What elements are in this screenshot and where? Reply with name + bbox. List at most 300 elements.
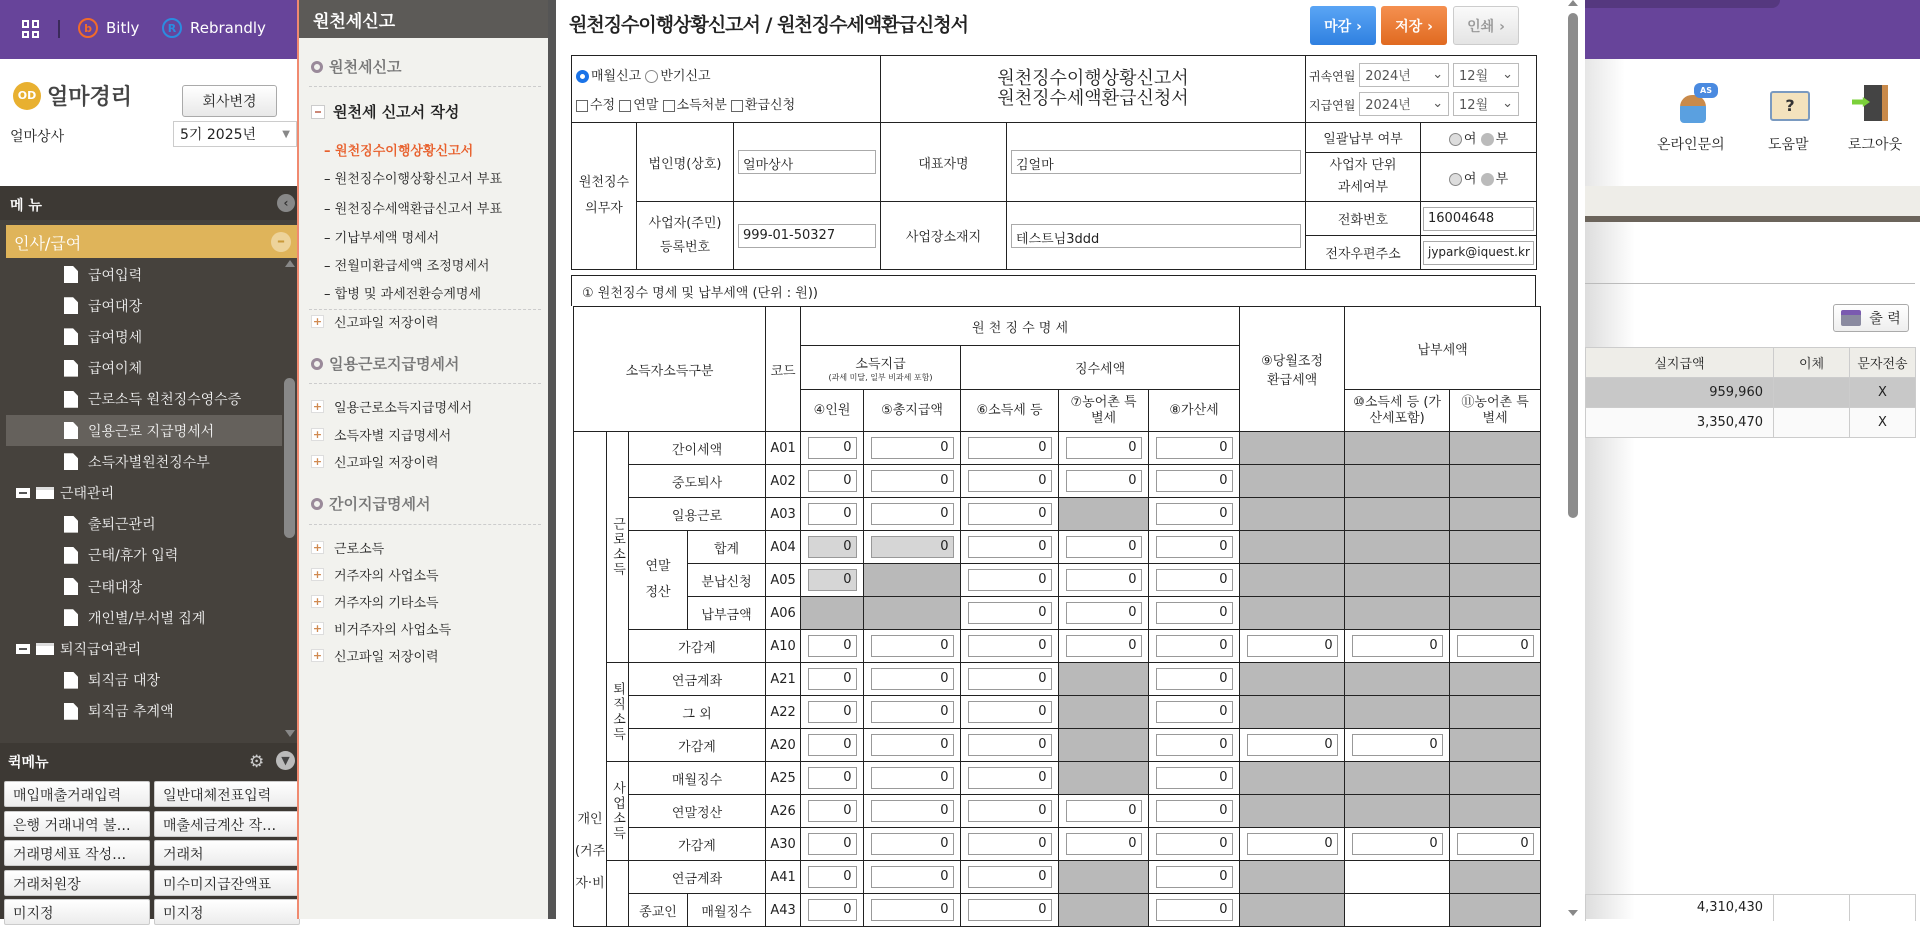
value-cell — [801, 795, 864, 828]
side-item[interactable] — [324, 198, 502, 217]
menu-item-label: 소득자별원천징수부 — [88, 454, 210, 471]
disabled-cell — [864, 597, 961, 630]
plus-icon: + — [312, 595, 323, 608]
amount-input[interactable]: 0 — [1156, 734, 1233, 756]
document-icon — [64, 547, 78, 564]
side-panel-title: 원천세신고 — [299, 0, 548, 38]
checkbox-label: 소득처분 — [676, 98, 727, 113]
value-cell — [1240, 630, 1345, 663]
side-item[interactable] — [324, 227, 439, 246]
value-cell — [1149, 432, 1240, 465]
print-button[interactable] — [1833, 304, 1909, 332]
menu-item-label: 급여입력 — [88, 267, 143, 284]
quick-menu-button[interactable]: 매출세금계산 작… — [154, 811, 300, 837]
withholder-label: 원천징수 의무자 — [572, 123, 637, 270]
disabled-cell — [1240, 894, 1345, 927]
section-simple-statement[interactable] — [311, 493, 430, 514]
menu-item-label: 급여대장 — [88, 298, 143, 315]
menu-scrollbar[interactable] — [283, 258, 296, 743]
amount-input[interactable]: 0 — [968, 668, 1052, 690]
quick-menu-button[interactable]: 매입매출거래입력 — [4, 781, 150, 807]
checkbox-label: 연말 — [633, 98, 659, 113]
table-row — [574, 432, 1541, 465]
header-income-paid-note: (과세 미달, 일부 비과세 포함) — [828, 372, 933, 382]
group-title: 원천세 신고서 작성 — [333, 103, 460, 121]
quick-menu-button[interactable]: 미수미지급잔액표 — [154, 870, 300, 896]
checkbox-income-disposal[interactable] — [663, 98, 727, 113]
amount-input[interactable]: 0 — [808, 734, 857, 756]
amount-input[interactable]: 0 — [808, 866, 857, 888]
amount-input[interactable]: 0 — [1156, 800, 1233, 822]
plus-icon: + — [312, 428, 323, 441]
disabled-cell — [1345, 696, 1450, 729]
disabled-cell — [1450, 762, 1541, 795]
pay-month-select[interactable] — [1453, 92, 1519, 116]
amount-input[interactable]: 0 — [1352, 833, 1443, 855]
amount-input[interactable]: 0 — [808, 800, 857, 822]
value-cell — [961, 663, 1059, 696]
row-label: 간이세액 — [629, 432, 766, 465]
amount-input[interactable]: 0 — [1156, 635, 1233, 657]
value-cell — [961, 861, 1059, 894]
bizno-cell — [734, 202, 881, 270]
online-inquiry-icon[interactable]: AS — [1676, 83, 1716, 123]
scroll-up-icon[interactable] — [285, 260, 295, 267]
amount-input[interactable]: 0 — [1066, 470, 1142, 492]
ring-icon — [311, 61, 323, 73]
subgroup-label: 연말 정산 — [629, 531, 688, 630]
menu-item[interactable] — [6, 696, 282, 727]
amount-input[interactable]: 0 — [871, 701, 954, 723]
amount-input[interactable]: 0 — [808, 437, 857, 459]
row-code: A20 — [766, 729, 801, 762]
amount-input[interactable]: 0 — [1156, 833, 1233, 855]
radio-half-year[interactable] — [645, 69, 710, 84]
amount-input: 0 — [871, 536, 954, 558]
gear-icon[interactable]: ⚙ — [249, 752, 265, 772]
amount-input[interactable]: 0 — [871, 635, 954, 657]
side-item-file-history[interactable] — [311, 312, 439, 331]
amount-input[interactable]: 0 — [968, 536, 1052, 558]
value-cell — [864, 861, 961, 894]
value-cell — [961, 729, 1059, 762]
corp-label: 법인명(상호) — [637, 123, 734, 202]
logo-text: 얼마경리 — [47, 85, 133, 110]
amount-input[interactable]: 0 — [1066, 800, 1142, 822]
amount-input[interactable]: 0 — [968, 437, 1052, 459]
pay-year-select[interactable] — [1359, 92, 1449, 116]
quick-menu-button[interactable]: 일반대체전표입력 — [154, 781, 300, 807]
amount-input[interactable]: 0 — [808, 833, 857, 855]
side-item[interactable] — [324, 168, 502, 187]
amount-input[interactable]: 0 — [1457, 635, 1534, 657]
amount-input[interactable]: 0 — [1066, 602, 1142, 624]
row-label: 납부금액 — [688, 597, 766, 630]
menu-item[interactable] — [6, 321, 282, 352]
header-col: ④인원 — [801, 390, 864, 432]
quick-menu-header — [0, 743, 297, 778]
disabled-cell — [1240, 432, 1345, 465]
scroll-down-icon[interactable] — [1568, 910, 1578, 916]
amount-input[interactable]: 0 — [871, 800, 954, 822]
amount-input[interactable]: 0 — [1066, 437, 1142, 459]
column-header[interactable]: 문자전송 — [1850, 348, 1916, 378]
disabled-cell — [1450, 432, 1541, 465]
help-book-icon[interactable]: ? — [1770, 83, 1810, 123]
menu-item[interactable] — [6, 665, 282, 696]
disabled-cell — [1059, 663, 1149, 696]
pay-label: 지급연월 — [1309, 98, 1356, 112]
amount-input[interactable]: 0 — [808, 470, 857, 492]
amount-input[interactable]: 0 — [871, 734, 954, 756]
section-withholding[interactable] — [311, 56, 401, 77]
report-options — [572, 56, 881, 123]
disabled-cell — [801, 597, 864, 630]
radio-yes[interactable] — [1449, 172, 1477, 187]
chevron-down-icon: ▼ — [282, 128, 290, 140]
dialog-scrollbar[interactable] — [1567, 0, 1579, 919]
document-icon — [64, 360, 78, 377]
disabled-cell — [864, 564, 961, 597]
menu-item-label: 퇴직금 추계액 — [88, 704, 174, 721]
ring-icon — [311, 498, 323, 510]
checkbox-amend[interactable] — [576, 98, 615, 113]
apps-grid-icon[interactable] — [22, 20, 40, 38]
chevron-down-icon[interactable]: ▼ — [276, 751, 295, 770]
table-row — [574, 531, 1541, 564]
value-cell — [864, 531, 961, 564]
table-row — [574, 729, 1541, 762]
quick-menu-button[interactable]: 미지정 — [4, 899, 150, 925]
disabled-cell — [1345, 465, 1450, 498]
amount-input[interactable]: 0 — [968, 866, 1052, 888]
quick-menu-title: 퀵메뉴 — [8, 755, 49, 771]
disabled-cell — [1345, 597, 1450, 630]
menu-item[interactable] — [6, 602, 282, 633]
row-label: 연말정산 — [629, 795, 766, 828]
amount-input[interactable]: 0 — [968, 833, 1052, 855]
bizno-input[interactable]: 999-01-50327 — [738, 224, 876, 248]
amount-input[interactable]: 0 — [871, 899, 954, 921]
amount-input[interactable]: 0 — [1156, 503, 1233, 525]
row-code: A30 — [766, 828, 801, 861]
amount-input[interactable]: 0 — [1066, 536, 1142, 558]
header-payment: 납부세액 — [1345, 307, 1541, 390]
checkbox-yearend[interactable] — [619, 98, 658, 113]
disabled-cell — [1240, 498, 1345, 531]
row-code: A02 — [766, 465, 801, 498]
side-item[interactable] — [311, 565, 439, 584]
value-cell — [801, 630, 864, 663]
menu-item-label: 근태/휴가 입력 — [88, 548, 179, 565]
rep-label: 대표자명 — [881, 123, 1007, 202]
radio-label: 반기신고 — [660, 69, 711, 84]
amount-input[interactable]: 0 — [1156, 668, 1233, 690]
app-logo[interactable] — [13, 80, 132, 111]
lump-radios — [1421, 123, 1537, 153]
bookmark-rebrandly[interactable] — [162, 18, 266, 38]
amount-input[interactable]: 0 — [808, 899, 857, 921]
amount-input[interactable]: 0 — [1352, 635, 1443, 657]
group-individual: 개인(거주자·비 — [574, 432, 607, 927]
amount-input[interactable]: 0 — [1247, 833, 1338, 855]
amount-input[interactable]: 0 — [871, 668, 954, 690]
amount-input[interactable]: 0 — [808, 668, 857, 690]
side-item[interactable] — [311, 452, 439, 471]
empty-cell — [1345, 894, 1450, 927]
column-header[interactable]: 실지급액 — [1586, 348, 1774, 378]
document-title — [881, 56, 1306, 123]
period-select[interactable] — [173, 121, 297, 147]
row-label: 매월징수 — [629, 762, 766, 795]
save-button[interactable]: 저장 › — [1381, 6, 1447, 45]
scroll-thumb[interactable] — [284, 378, 295, 538]
row-label: 분납신청 — [688, 564, 766, 597]
collapse-minus-icon[interactable]: – — [271, 232, 291, 252]
collapse-minus-icon[interactable] — [16, 488, 30, 498]
close-period-button[interactable]: 마감 › — [1310, 6, 1376, 45]
amount-input[interactable]: 0 — [808, 635, 857, 657]
value-cell — [801, 861, 864, 894]
side-item-label: 합병 및 과세전환승계명세 — [334, 287, 482, 302]
menu-item[interactable] — [6, 509, 282, 540]
folder-icon — [36, 487, 54, 499]
document-icon — [64, 703, 78, 720]
amount-input[interactable]: 0 — [1156, 569, 1233, 591]
radio-no[interactable] — [1481, 172, 1509, 187]
document-icon — [64, 578, 78, 595]
side-item-label: 전월미환급세액 조정명세서 — [334, 259, 490, 274]
period-value: 5기 2025년 — [180, 127, 257, 143]
menu-item[interactable] — [6, 384, 282, 415]
row-code: A26 — [766, 795, 801, 828]
side-item-label: 기납부세액 명세서 — [334, 231, 440, 246]
bitly-icon: b — [78, 18, 98, 38]
disabled-cell — [1345, 762, 1450, 795]
menu-item-label: 일용근로 지급명세서 — [88, 423, 215, 440]
phone-input[interactable]: 16004648 — [1423, 207, 1534, 231]
row-label: 가감계 — [629, 630, 766, 663]
amount-input[interactable]: 0 — [871, 767, 954, 789]
amount-input[interactable]: 0 — [1156, 536, 1233, 558]
row-label: 일용근로 — [629, 498, 766, 531]
value-cell — [961, 828, 1059, 861]
plus-icon: + — [312, 400, 323, 413]
scroll-thumb[interactable] — [1568, 13, 1578, 518]
value-cell — [1059, 795, 1149, 828]
amount-input[interactable]: 0 — [1156, 767, 1233, 789]
menu-item-label: 퇴직급여관리 — [60, 641, 142, 658]
menu-item[interactable] — [6, 446, 282, 477]
amount-input[interactable]: 0 — [1066, 635, 1142, 657]
quick-menu-button[interactable]: 은행 거래내역 불… — [4, 811, 150, 837]
row-label: 중도퇴사 — [629, 465, 766, 498]
amount-input[interactable]: 0 — [871, 437, 954, 459]
plus-icon: + — [312, 455, 323, 468]
amount-input[interactable]: 0 — [968, 734, 1052, 756]
menu-item[interactable] — [6, 353, 282, 384]
scroll-up-icon[interactable] — [1568, 0, 1578, 6]
amount-input[interactable]: 0 — [968, 767, 1052, 789]
amount-input[interactable]: 0 — [808, 503, 857, 525]
radio-label: 매월신고 — [591, 69, 642, 84]
table-row — [574, 465, 1541, 498]
disabled-cell — [1240, 597, 1345, 630]
menu-item[interactable] — [6, 633, 282, 664]
online-inquiry-label[interactable]: 온라인문의 — [1657, 137, 1725, 153]
menu-item[interactable] — [6, 540, 282, 571]
radio-checked-icon — [1481, 133, 1494, 146]
rep-cell — [1007, 123, 1306, 202]
amount-input[interactable]: 0 — [968, 899, 1052, 921]
disabled-cell — [1450, 597, 1541, 630]
side-item-label: 거주자의 사업소득 — [334, 569, 439, 584]
radio-monthly[interactable] — [576, 69, 641, 84]
value-cell — [961, 432, 1059, 465]
document-icon — [64, 297, 78, 314]
menu-item[interactable] — [6, 290, 282, 321]
quick-menu-button[interactable]: 미지정 — [154, 899, 300, 925]
header-withholding: 원 천 징 수 명 세 — [801, 307, 1240, 346]
menu-category-hr-payroll[interactable] — [6, 225, 297, 258]
side-item[interactable] — [311, 619, 451, 638]
amount-input[interactable]: 0 — [1156, 701, 1233, 723]
belong-month-select[interactable] — [1453, 63, 1519, 87]
bookmark-bitly[interactable] — [78, 18, 139, 38]
quick-menu-button[interactable]: 거래처 — [154, 840, 300, 866]
collapse-left-icon[interactable]: ‹ — [277, 194, 295, 212]
table-row — [574, 894, 1541, 927]
amount-input[interactable]: 0 — [871, 833, 954, 855]
amount-input[interactable]: 0 — [968, 503, 1052, 525]
amount-input[interactable]: 0 — [1156, 602, 1233, 624]
radio-yes[interactable] — [1449, 132, 1477, 147]
amount-input[interactable]: 0 — [871, 866, 954, 888]
amount-input[interactable]: 0 — [871, 503, 954, 525]
value-cell — [801, 729, 864, 762]
email-input[interactable]: jypark@iquest.kr — [1423, 241, 1534, 265]
disabled-cell — [1345, 795, 1450, 828]
category-label: 인사/급여 — [14, 234, 82, 253]
value-cell — [801, 498, 864, 531]
amount-input[interactable]: 0 — [1066, 569, 1142, 591]
radio-label: 여 — [1463, 132, 1477, 147]
rep-input[interactable]: 김얼마 — [1011, 150, 1301, 174]
value-cell — [961, 531, 1059, 564]
amount-input[interactable]: 0 — [968, 470, 1052, 492]
select-value: 12월 — [1459, 98, 1489, 113]
amount-input: 0 — [808, 569, 857, 591]
unit-tax-label: 사업자 단위과세여부 — [1306, 153, 1421, 202]
amount-input[interactable]: 0 — [1247, 734, 1338, 756]
row-code: A21 — [766, 663, 801, 696]
side-item[interactable] — [324, 140, 473, 159]
logout-label[interactable]: 로그아웃 — [1848, 137, 1903, 153]
plus-icon: + — [312, 622, 323, 635]
row-label: 가감계 — [629, 729, 766, 762]
header-income-paid — [801, 346, 961, 390]
column-header[interactable]: 이체 — [1774, 348, 1850, 378]
print-form-button[interactable]: 인쇄 › — [1453, 6, 1519, 45]
disabled-cell — [1345, 531, 1450, 564]
row-code: A06 — [766, 597, 801, 630]
amount-input[interactable]: 0 — [968, 602, 1052, 624]
section-title: 일용근로지급명세서 — [329, 355, 460, 373]
addr-input[interactable]: 테스트님3ddd — [1011, 224, 1301, 248]
amount-input[interactable]: 0 — [808, 767, 857, 789]
help-label[interactable]: 도움말 — [1768, 137, 1809, 153]
email-cell — [1421, 236, 1537, 270]
quick-menu-button[interactable]: 거래처원장 — [4, 870, 150, 896]
logout-door-icon[interactable] — [1852, 83, 1892, 123]
amount-input[interactable]: 0 — [1156, 866, 1233, 888]
divider — [309, 86, 541, 87]
side-item[interactable] — [311, 425, 451, 444]
amount-input[interactable]: 0 — [968, 569, 1052, 591]
value-cell — [1240, 729, 1345, 762]
header-col: ⑤총지급액 — [864, 390, 961, 432]
quick-menu-button[interactable]: 거래명세표 작성… — [4, 840, 150, 866]
collapse-minus-icon[interactable] — [16, 644, 30, 654]
amount-input[interactable]: 0 — [1457, 833, 1534, 855]
checkbox-refund[interactable] — [731, 98, 795, 113]
amount-input[interactable]: 0 — [1156, 437, 1233, 459]
section-daily-worker[interactable] — [311, 353, 459, 374]
side-item[interactable] — [311, 538, 384, 557]
side-item[interactable] — [324, 255, 489, 274]
side-item[interactable] — [311, 646, 439, 665]
table-row[interactable] — [1586, 378, 1916, 408]
dash: – — [324, 172, 335, 187]
table-row — [574, 795, 1541, 828]
menu-item[interactable] — [6, 259, 282, 290]
value-cell — [1059, 465, 1149, 498]
amount-input[interactable]: 0 — [968, 701, 1052, 723]
menu-item[interactable] — [6, 415, 282, 446]
change-company-button[interactable]: 회사변경 — [182, 85, 277, 117]
scroll-down-icon[interactable] — [285, 730, 295, 737]
disabled-cell — [1345, 663, 1450, 696]
group-label: 사업소득 — [607, 762, 629, 861]
amount-input[interactable]: 0 — [808, 701, 857, 723]
belong-year-select[interactable] — [1359, 63, 1449, 87]
menu-item[interactable] — [6, 571, 282, 602]
plus-icon: + — [312, 541, 323, 554]
corp-input[interactable]: 얼마상사 — [738, 150, 876, 174]
table-row[interactable] — [1586, 408, 1916, 438]
side-item[interactable] — [311, 397, 472, 416]
amount-input[interactable]: 0 — [968, 635, 1052, 657]
amount-input[interactable]: 0 — [1156, 899, 1233, 921]
amount-input[interactable]: 0 — [1066, 833, 1142, 855]
value-cell — [961, 894, 1059, 927]
menu-item[interactable] — [6, 477, 282, 508]
checkbox-label: 수정 — [590, 98, 616, 113]
amount-input[interactable]: 0 — [1247, 635, 1338, 657]
amount-input[interactable]: 0 — [968, 800, 1052, 822]
chevron-down-icon: ⌄ — [1432, 67, 1444, 82]
side-item[interactable] — [324, 283, 481, 302]
row-code: A22 — [766, 696, 801, 729]
section-title: 원천세신고 — [329, 58, 402, 76]
side-item[interactable] — [311, 592, 439, 611]
amount-input[interactable]: 0 — [1156, 470, 1233, 492]
amount-input[interactable]: 0 — [871, 470, 954, 492]
amount-input[interactable]: 0 — [1352, 734, 1443, 756]
radio-no[interactable] — [1481, 132, 1509, 147]
company-name: 얼마상사 — [10, 129, 65, 145]
group-report-writing[interactable] — [311, 101, 459, 122]
